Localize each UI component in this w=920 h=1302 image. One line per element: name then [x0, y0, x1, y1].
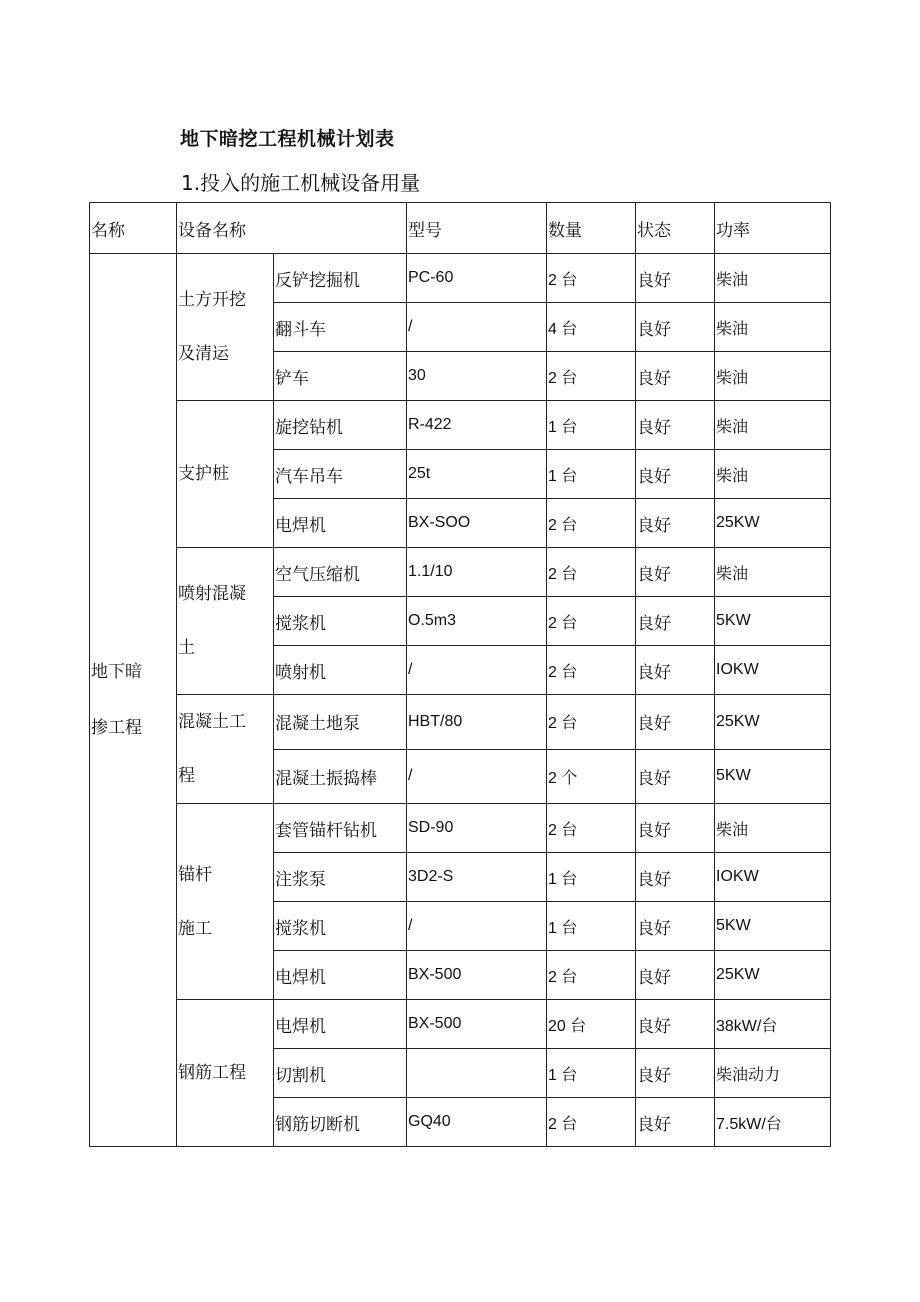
- group-label-line: 混凝土工: [178, 712, 246, 732]
- quantity-cell: 2 台: [547, 499, 636, 548]
- group-label-line: 及清运: [178, 344, 229, 364]
- status-cell: 良好: [636, 749, 715, 804]
- quantity-cell: 2 台: [547, 597, 636, 646]
- equipment-name-cell: 空气压缩机: [274, 548, 407, 597]
- power-cell: 25KW: [715, 499, 831, 548]
- model-cell: O.5m3: [407, 597, 547, 646]
- status-cell: 良好: [636, 450, 715, 499]
- quantity-cell: 2 台: [547, 646, 636, 695]
- group-label-cell: [177, 695, 274, 804]
- group-label-cell: [177, 401, 274, 548]
- power-cell: 25KW: [715, 951, 831, 1000]
- equipment-name-cell: 反铲挖掘机: [274, 254, 407, 303]
- model-cell: BX-SOO: [407, 499, 547, 548]
- table-header-row: [90, 203, 831, 254]
- equipment-name-cell: 混凝土地泵: [274, 695, 407, 750]
- quantity-cell: 1 台: [547, 1049, 636, 1098]
- quantity-cell: 2 台: [547, 254, 636, 303]
- model-cell: 30: [407, 352, 547, 401]
- quantity-cell: 2 台: [547, 951, 636, 1000]
- status-cell: 良好: [636, 254, 715, 303]
- power-cell: 柴油动力: [715, 1049, 831, 1098]
- group-label-cell: [177, 804, 274, 1000]
- status-cell: 良好: [636, 853, 715, 902]
- power-cell: IOKW: [715, 853, 831, 902]
- model-cell: BX-500: [407, 951, 547, 1000]
- header-power: 功率: [715, 203, 831, 254]
- group-label-line: 土: [178, 638, 195, 658]
- model-cell: PC-60: [407, 254, 547, 303]
- power-cell: IOKW: [715, 646, 831, 695]
- category-label-line: 掺工程: [91, 718, 142, 738]
- table-row: [90, 695, 831, 750]
- equipment-name-cell: 混凝土振捣棒: [274, 749, 407, 804]
- power-cell: 柴油: [715, 804, 831, 853]
- power-cell: 柴油: [715, 254, 831, 303]
- power-cell: 38kW/台: [715, 1000, 831, 1049]
- power-cell: 25KW: [715, 695, 831, 750]
- model-cell: 3D2-S: [407, 853, 547, 902]
- category-cell: [90, 254, 177, 1147]
- status-cell: 良好: [636, 352, 715, 401]
- status-cell: 良好: [636, 1000, 715, 1049]
- model-cell: HBT/80: [407, 695, 547, 750]
- power-cell: 5KW: [715, 749, 831, 804]
- model-cell: 1.1/10: [407, 548, 547, 597]
- equipment-name-cell: 旋挖钻机: [274, 401, 407, 450]
- quantity-cell: 2 台: [547, 548, 636, 597]
- equipment-name-cell: 搅浆机: [274, 597, 407, 646]
- quantity-cell: 1 台: [547, 401, 636, 450]
- header-model: 型号: [407, 203, 547, 254]
- quantity-cell: 2 个: [547, 749, 636, 804]
- model-cell: BX-500: [407, 1000, 547, 1049]
- header-status: 状态: [636, 203, 715, 254]
- power-cell: 5KW: [715, 597, 831, 646]
- group-label-line: 钢筋工程: [178, 1063, 246, 1083]
- quantity-cell: 2 台: [547, 804, 636, 853]
- status-cell: 良好: [636, 1098, 715, 1147]
- quantity-cell: 1 台: [547, 902, 636, 951]
- quantity-cell: 20 台: [547, 1000, 636, 1049]
- status-cell: 良好: [636, 499, 715, 548]
- quantity-cell: 2 台: [547, 352, 636, 401]
- model-cell: SD-90: [407, 804, 547, 853]
- model-cell: /: [407, 303, 547, 352]
- group-label-line: 施工: [178, 918, 212, 939]
- power-cell: 柴油: [715, 352, 831, 401]
- table-body: [90, 254, 831, 1147]
- model-cell: R-422: [407, 401, 547, 450]
- group-label-line: 锚杆: [178, 864, 212, 885]
- model-cell: GQ40: [407, 1098, 547, 1147]
- power-cell: 柴油: [715, 548, 831, 597]
- status-cell: 良好: [636, 902, 715, 951]
- group-label-line: 程: [178, 766, 195, 786]
- table-row: [90, 804, 831, 853]
- status-cell: 良好: [636, 548, 715, 597]
- equipment-name-cell: 电焊机: [274, 499, 407, 548]
- status-cell: 良好: [636, 646, 715, 695]
- quantity-cell: 1 台: [547, 450, 636, 499]
- status-cell: 良好: [636, 401, 715, 450]
- quantity-cell: 2 台: [547, 1098, 636, 1147]
- category-label-line: 地下暗: [91, 662, 142, 682]
- equipment-name-cell: 喷射机: [274, 646, 407, 695]
- equipment-name-cell: 套管锚杆钻机: [274, 804, 407, 853]
- header-equipment-name: 设备名称: [177, 203, 407, 254]
- header-quantity: 数量: [547, 203, 636, 254]
- equipment-name-cell: 汽车吊车: [274, 450, 407, 499]
- table-row: [90, 401, 831, 450]
- status-cell: 良好: [636, 695, 715, 750]
- power-cell: 7.5kW/台: [715, 1098, 831, 1147]
- quantity-cell: 2 台: [547, 695, 636, 750]
- equipment-name-cell: 铲车: [274, 352, 407, 401]
- equipment-name-cell: 切割机: [274, 1049, 407, 1098]
- power-cell: 柴油: [715, 303, 831, 352]
- equipment-name-cell: 钢筋切断机: [274, 1098, 407, 1147]
- group-label-cell: [177, 254, 274, 401]
- model-cell: /: [407, 749, 547, 804]
- model-cell: 25t: [407, 450, 547, 499]
- status-cell: 良好: [636, 597, 715, 646]
- equipment-name-cell: 电焊机: [274, 951, 407, 1000]
- group-label-line: 喷射混凝: [178, 584, 246, 604]
- table-row: [90, 254, 831, 303]
- status-cell: 良好: [636, 804, 715, 853]
- section-title: 1.投入的施工机械设备用量: [181, 171, 421, 195]
- power-cell: 5KW: [715, 902, 831, 951]
- group-label-cell: [177, 548, 274, 695]
- group-label-line: 土方开挖: [178, 290, 246, 310]
- equipment-name-cell: 注浆泵: [274, 853, 407, 902]
- status-cell: 良好: [636, 303, 715, 352]
- quantity-cell: 1 台: [547, 853, 636, 902]
- model-cell: /: [407, 902, 547, 951]
- table-row: [90, 548, 831, 597]
- equipment-name-cell: 搅浆机: [274, 902, 407, 951]
- group-label-line: 支护桩: [178, 464, 229, 484]
- header-name: 名称: [90, 203, 177, 254]
- model-cell: [407, 1049, 547, 1098]
- power-cell: 柴油: [715, 450, 831, 499]
- group-label-cell: [177, 1000, 274, 1147]
- model-cell: /: [407, 646, 547, 695]
- status-cell: 良好: [636, 951, 715, 1000]
- equipment-table: [89, 202, 831, 1147]
- status-cell: 良好: [636, 1049, 715, 1098]
- table-row: [90, 1000, 831, 1049]
- equipment-name-cell: 电焊机: [274, 1000, 407, 1049]
- equipment-name-cell: 翻斗车: [274, 303, 407, 352]
- quantity-cell: 4 台: [547, 303, 636, 352]
- power-cell: 柴油: [715, 401, 831, 450]
- document-title: 地下暗挖工程机械计划表: [180, 128, 395, 150]
